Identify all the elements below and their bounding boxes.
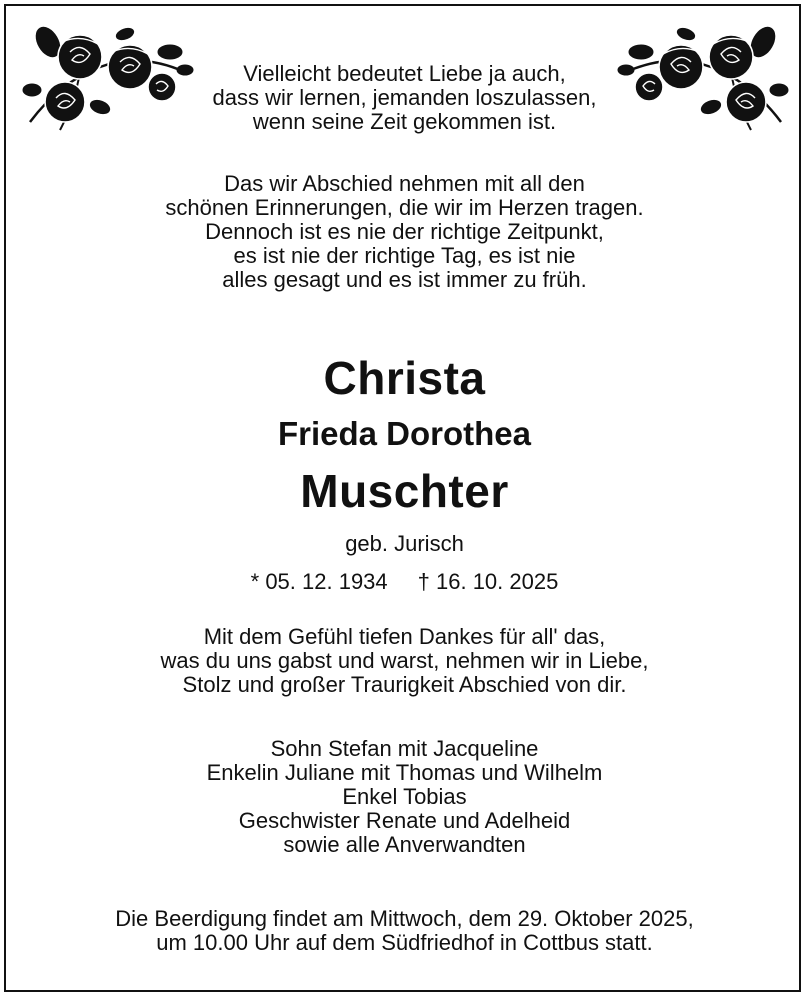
thanks-block <box>0 625 809 697</box>
quote-line: Vielleicht bedeutet Liebe ja auch, <box>243 61 566 86</box>
quote-line: wenn seine Zeit gekommen ist. <box>252 109 557 134</box>
funeral-line: Die Beerdigung findet am Mittwoch, dem 29. Oktober 2025, <box>115 906 694 931</box>
poem-line: schönen Erinnerungen, die wir im Herzen tragen. <box>165 195 644 220</box>
mourner-line: sowie alle Anverwandten <box>283 832 526 857</box>
mourners-block <box>0 737 809 857</box>
quote-block <box>0 62 809 134</box>
funeral-line: um 10.00 Uhr auf dem Südfriedhof in Cottbus statt. <box>156 930 653 955</box>
birth-date: * 05. 12. 1934 <box>250 569 388 594</box>
poem-line: Das wir Abschied nehmen mit all den <box>224 171 585 196</box>
mourner-line: Enkelin Juliane mit Thomas und Wilhelm <box>206 760 603 785</box>
thanks-line: was du uns gabst und warst, nehmen wir in Liebe, <box>160 648 649 673</box>
first-name: Christa <box>323 352 486 404</box>
mourner-line: Sohn Stefan mit Jacqueline <box>270 736 539 761</box>
quote-line: dass wir lernen, jemanden loszulassen, <box>212 85 597 110</box>
middle-names: Frieda Dorothea <box>277 415 532 452</box>
poem-line: alles gesagt und es ist immer zu früh. <box>222 267 587 292</box>
death-date: † 16. 10. 2025 <box>417 569 559 594</box>
thanks-line: Stolz und großer Traurigkeit Abschied von dir. <box>182 672 627 697</box>
funeral-block <box>0 907 809 955</box>
life-dates <box>0 570 809 594</box>
last-name: Muschter <box>300 465 509 517</box>
mourner-line: Enkel Tobias <box>342 784 467 809</box>
mourner-line: Geschwister Renate und Adelheid <box>238 808 571 833</box>
poem-line: Dennoch ist es nie der richtige Zeitpunkt, <box>205 219 604 244</box>
poem-block <box>0 172 809 292</box>
thanks-line: Mit dem Gefühl tiefen Dankes für all' das, <box>203 624 606 649</box>
poem-line: es ist nie der richtige Tag, es ist nie <box>233 243 576 268</box>
birth-name: geb. Jurisch <box>345 531 464 556</box>
